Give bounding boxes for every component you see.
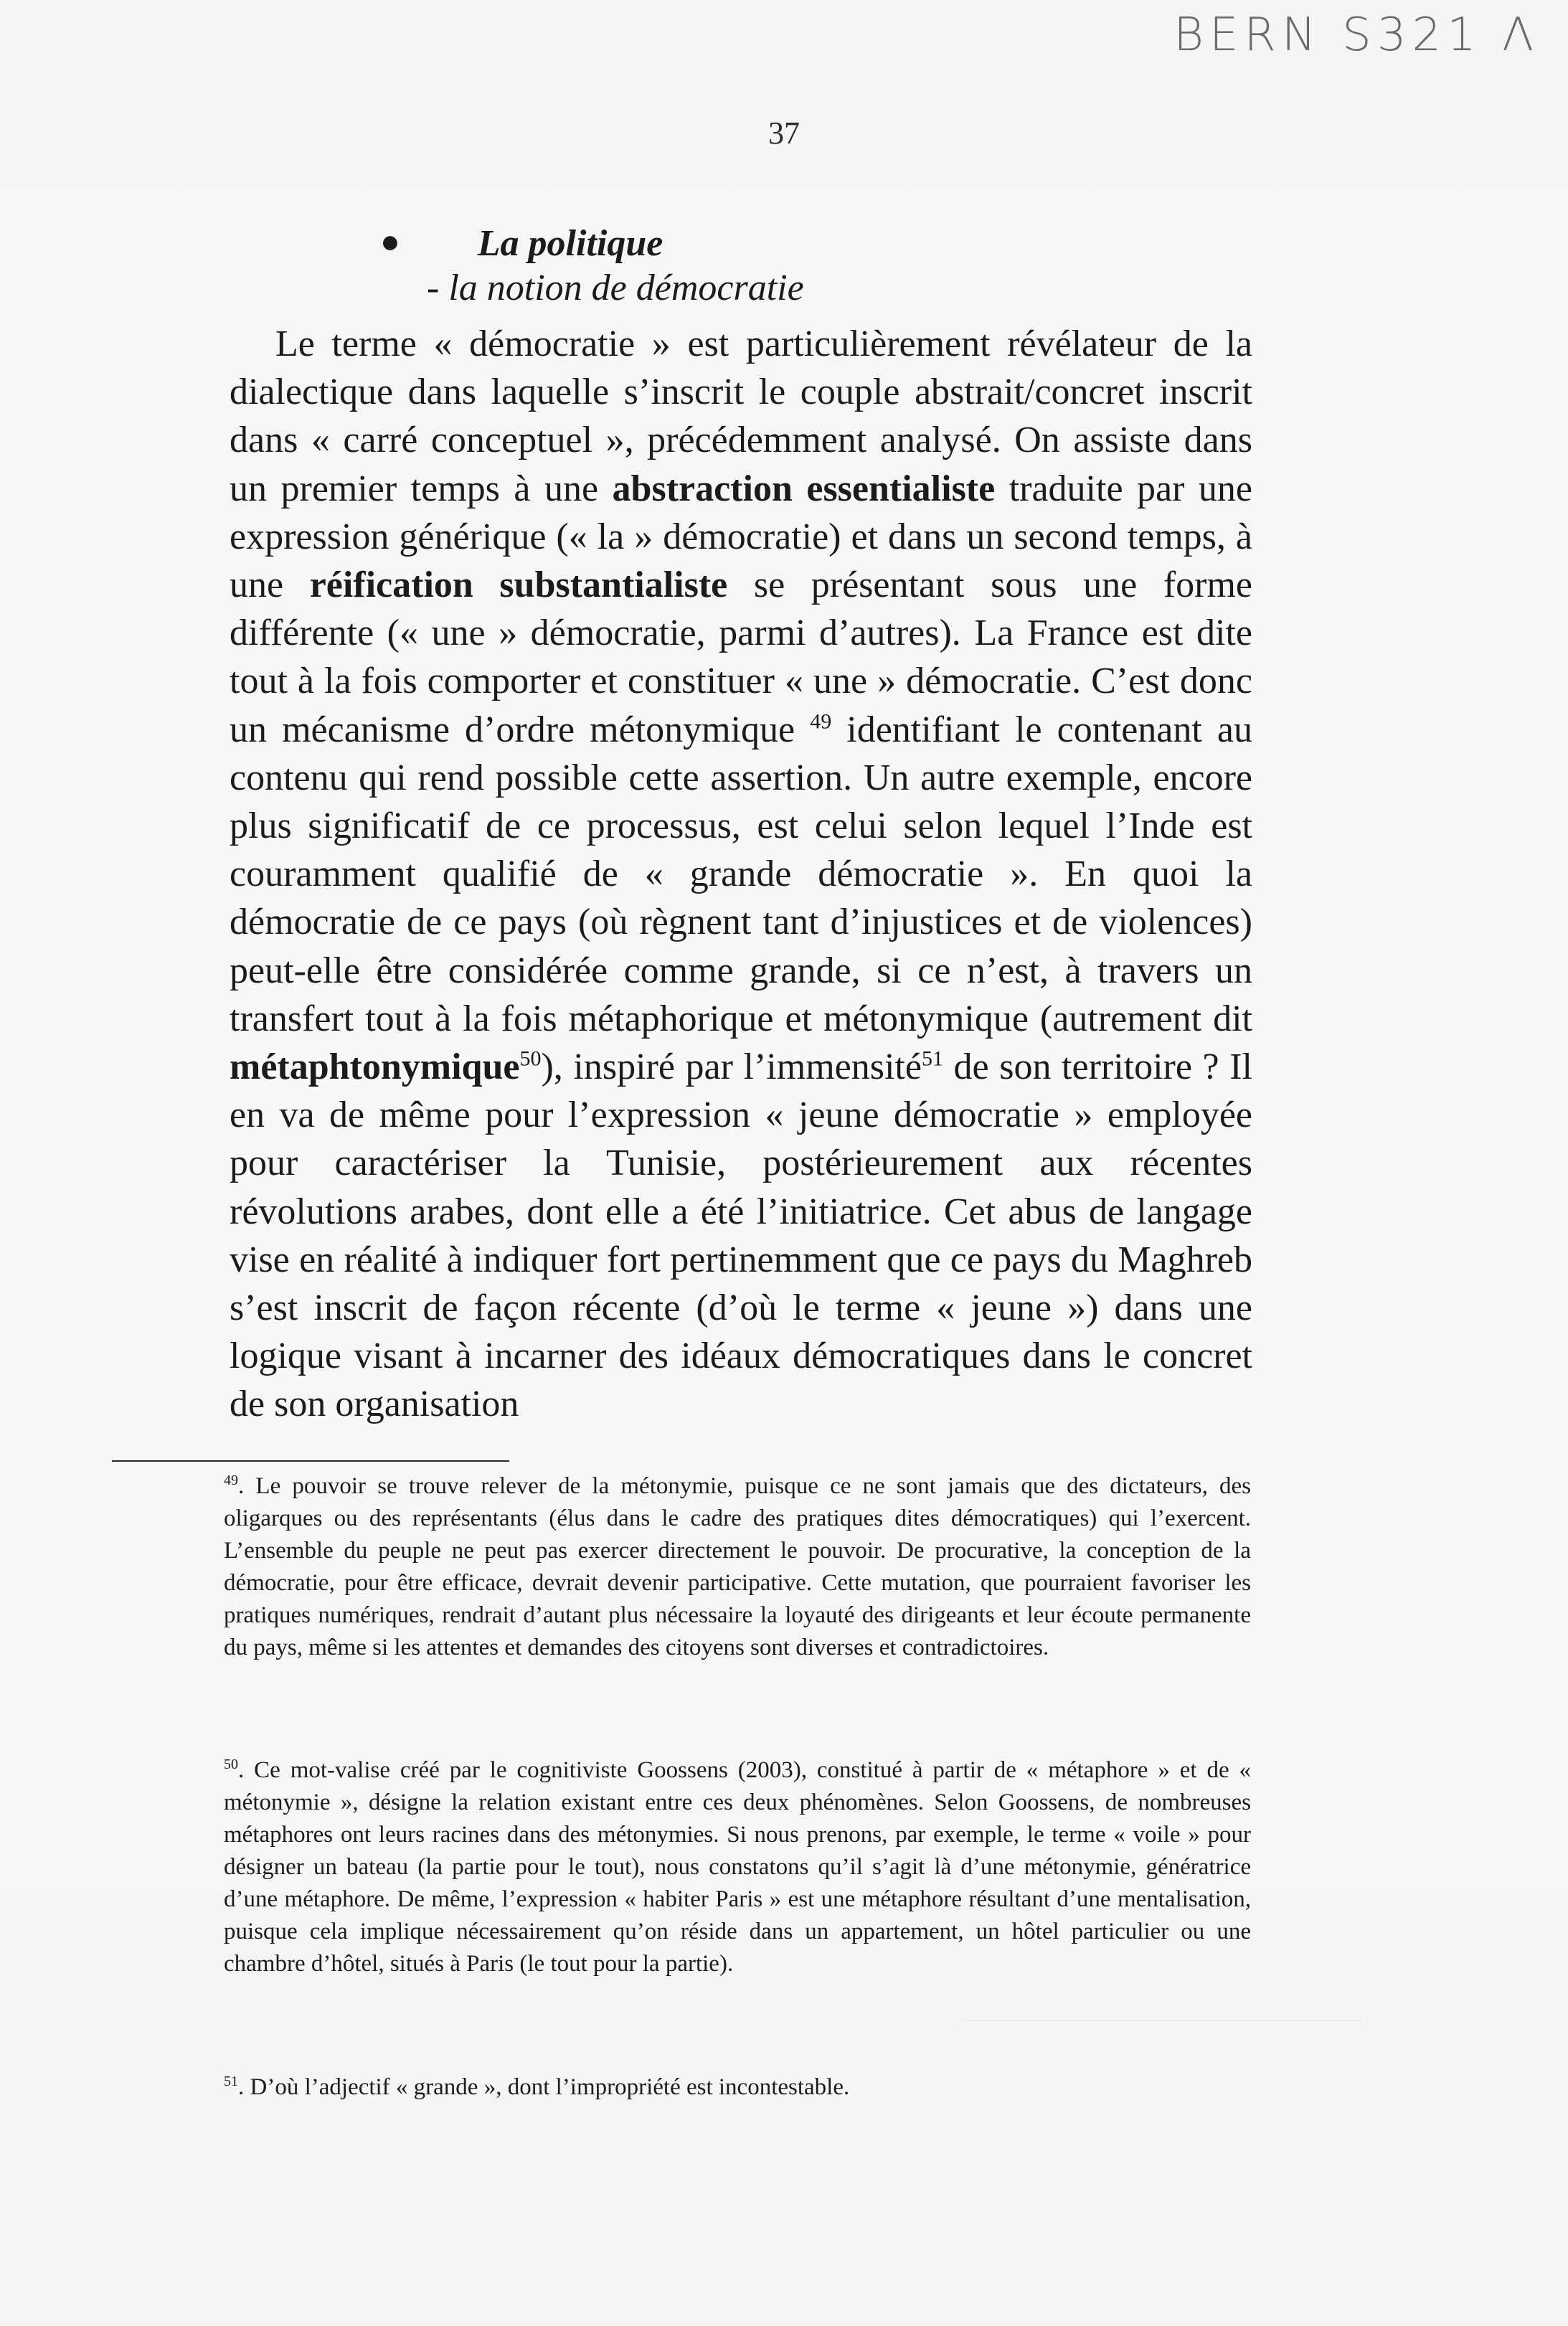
bleed-through-mark	[43, 18, 70, 68]
footnote-separator	[112, 1460, 509, 1462]
section-title: La politique	[477, 223, 663, 264]
footnote-ref-51: 51	[921, 1046, 943, 1071]
footnote-ref-50: 50	[519, 1046, 542, 1071]
body-text-run: se présentant sous une forme différente (« une » démocratie, parmi d’autres). La France est dite tout à la fois comporter et constituer « une » démocratie. C’est donc un mécanisme d’ordre métonymique	[230, 564, 1252, 750]
body-text-run: ), inspiré par l’immensité	[541, 1046, 922, 1088]
bold-term-abstraction: abstraction essentialiste	[612, 468, 996, 509]
body-text-run: traduite par une expression générique (« la » démocratie) et dans un second temps, à une	[230, 468, 1253, 606]
footnote-49	[224, 1470, 1251, 1664]
footnote-ref-49: 49	[810, 709, 832, 734]
footnote-text: . Ce mot-valise créé par le cognitiviste Goossens (2003), constitué à partir de « métaphore » et de « métonymie », désigne la relation existant entre ces deux phénomènes. Selon Goossens, de nombreuses métaphores ont leurs racines dans des métonymies. Si nous prenons, par exemple, le terme « voile » pour désigner un bateau (la partie pour le tout), nous constatons qu’il s’agit là d’une métonymie, génératrice d’une métaphore. De même, l’expression « habiter Paris » est une métaphore résultant d’une mentalisation, puisque cela implique nécessairement qu’on réside dans un appartement, un hôtel particulier ou une chambre d’hôtel, situés à Paris (le tout pour la partie).	[224, 1757, 1251, 1977]
body-paragraph	[230, 320, 1252, 1429]
bold-term-metaphtonymique: métaphtonymique	[230, 1046, 520, 1088]
bullet-icon: ●	[380, 223, 400, 260]
footnote-text: . D’où l’adjectif « grande », dont l’impropriété est incontestable.	[238, 2074, 850, 2100]
footnote-51	[224, 2071, 1251, 2104]
section-heading	[380, 222, 663, 265]
bleed-through-rule	[963, 2020, 1361, 2021]
footnote-text: . Le pouvoir se trouve relever de la métonymie, puisque ce ne sont jamais que des dictateurs, des oligarques ou des représentants (élus dans le cadre des pratiques dites démocratiques) qui l’exercent. L’ensemble du peuple ne peut pas exercer directement le pouvoir. De procurative, la conception de la démocratie, pour être efficace, devrait devenir participative. Cette mutation, que pourraient favoriser les pratiques numériques, rendrait d’autant plus nécessaire la loyauté des dirigeants et leur écoute permanente du pays, même si les attentes et demandes des citoyens sont diverses et contradictoires.	[224, 1473, 1251, 1660]
footnote-number: 51	[224, 2074, 238, 2089]
section-subtitle: - la notion de démocratie	[427, 268, 804, 308]
footnote-50	[224, 1754, 1251, 1980]
body-text-run: identifiant le contenant au contenu qui rend possible cette assertion. Un autre exemple, encore plus significatif de ce processus, est celui selon lequel l’Inde est couramment qualifié de « grande démocratie ». En quoi la démocratie de ce pays (où règnent tant d’injustices et de violences) peut-elle être considérée comme grande, si ce n’est, à travers un transfert tout à la fois métaphorique et métonymique (autrement dit	[230, 709, 1252, 1039]
body-text-run: Le terme « démocratie » est particulièrement révélateur de la dialectique dans laquelle s’inscrit le couple abstrait/concret inscrit dans « carré conceptuel », précédemment analysé. On assiste dans un premier temps à une	[230, 323, 1252, 509]
footnote-number: 50	[224, 1757, 238, 1772]
page-number: 37	[768, 115, 800, 151]
body-text-run: de son territoire ? Il en va de même pour l’expression « jeune démocratie » employée pour caractériser la Tunisie, postérieurement aux récentes révolutions arabes, dont elle a été l’initiatrice. Cet abus de langage vise en réalité à indiquer fort pertinemment que ce pays du Maghreb s’est inscrit de façon récente (d’où le terme « jeune ») dans une logique visant à incarner des idéaux démocratiques dans le concret de son organisation	[230, 1046, 1253, 1425]
footnote-number: 49	[224, 1472, 238, 1488]
bold-term-reification: réification substantialiste	[309, 564, 728, 606]
handwritten-shelfmark: BERN S321 Λ	[1173, 9, 1539, 62]
